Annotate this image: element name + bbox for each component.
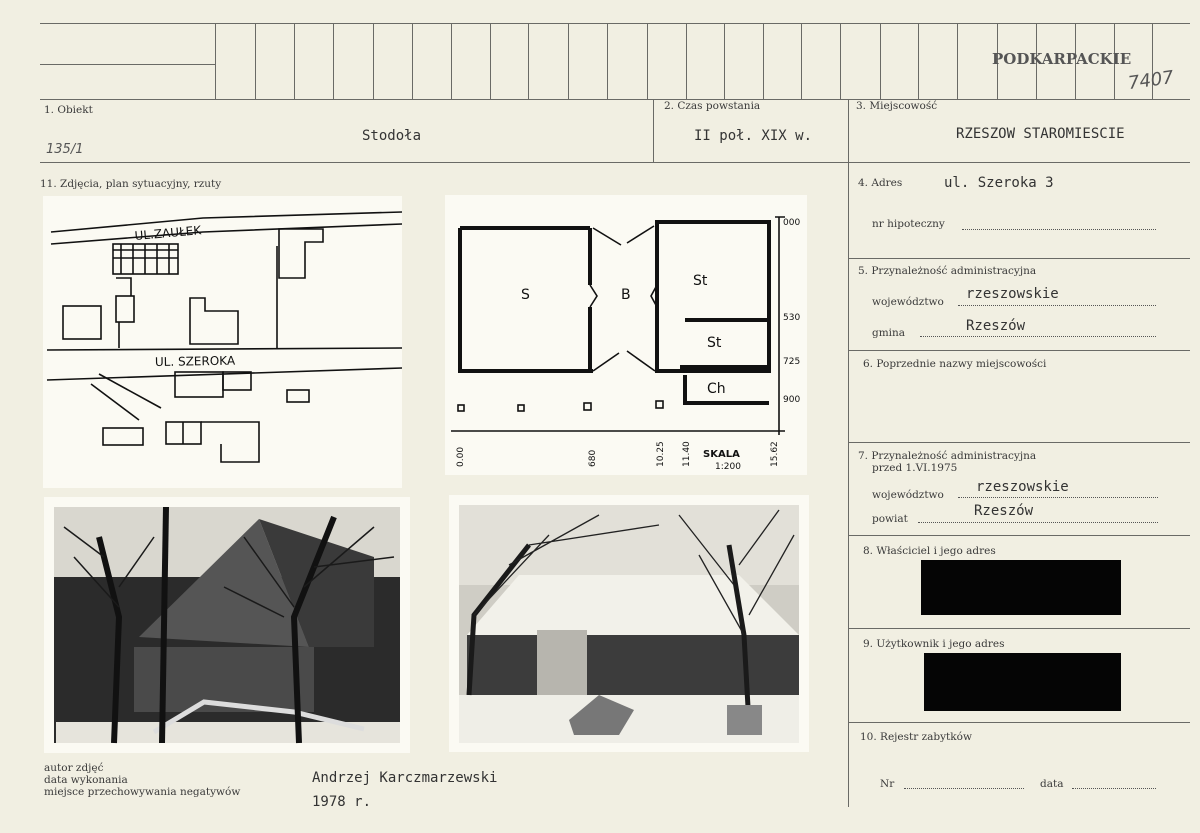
old-voivodeship-label: województwo (872, 489, 944, 501)
owner-redaction (921, 560, 1121, 615)
user-label: 9. Użytkownik i jego adres (863, 638, 1005, 650)
address-value: ul. Szeroka 3 (944, 175, 1054, 191)
locality-label: 3. Miejscowość (856, 100, 938, 112)
photo-year-value: 1978 r. (312, 794, 372, 810)
site-plan-sheet (43, 196, 402, 488)
grid-line (568, 23, 569, 99)
grid-line (848, 628, 1190, 629)
grid-line (957, 23, 958, 99)
district-label: powiat (872, 513, 908, 525)
date-created-value: II poł. XIX w. (694, 128, 813, 144)
date-created-label: 2. Czas powstania (664, 100, 761, 112)
register-date-field (1072, 787, 1156, 789)
grid-line (215, 23, 216, 99)
locality-value: RZESZOW STAROMIESCIE (956, 126, 1125, 142)
grid-line (848, 442, 1190, 443)
street-label-szeroka: UL. SZEROKA (154, 353, 236, 369)
dimension-mark: 680 (588, 449, 598, 467)
district-field (918, 521, 1158, 523)
dimension-mark: 0.00 (456, 446, 466, 467)
room-label: St (693, 273, 708, 289)
user-redaction (924, 653, 1121, 711)
register-nr-field (904, 787, 1024, 789)
grid-line (412, 23, 413, 99)
grid-line (653, 99, 654, 162)
grid-line (490, 23, 491, 99)
grid-line (848, 535, 1190, 536)
grid-line (40, 99, 1190, 100)
register-date-label: data (1040, 778, 1064, 790)
voivodeship-value: rzeszowskie (966, 286, 1059, 302)
grid-line (255, 23, 256, 99)
address-label: 4. Adres (858, 177, 903, 189)
grid-line (333, 23, 334, 99)
dimension-mark: 10.25 (656, 441, 666, 467)
commune-field (920, 335, 1156, 337)
grid-line (724, 23, 725, 99)
grid-line (880, 23, 881, 99)
commune-value: Rzeszów (966, 318, 1026, 334)
grid-line (918, 23, 919, 99)
photo-date-label: data wykonania (44, 774, 128, 786)
negatives-storage-label: miejsce przechowywania negatywów (44, 786, 241, 798)
register-label: 10. Rejestr zabytków (860, 731, 972, 743)
grid-line (373, 23, 374, 99)
scale-label: SKALA (703, 449, 740, 460)
grid-line (294, 23, 295, 99)
register-nr-label: Nr (880, 778, 895, 790)
photo-author-value: Andrzej Karczmarzewski (312, 770, 498, 786)
grid-line (848, 258, 1190, 259)
floor-plan-drawing (445, 195, 807, 475)
admin-before-date: przed 1.VI.1975 (872, 462, 958, 474)
object-value: Stodoła (362, 128, 422, 144)
admin-before-label: 7. Przynależność administracyjna (858, 450, 1037, 462)
street-label-zaulek: UL.ZAUŁEK (134, 223, 202, 243)
photo-author-label: autor zdjęć (44, 762, 104, 774)
photo-2-image (449, 495, 809, 752)
grid-line (40, 23, 1190, 24)
district-value: Rzeszów (974, 503, 1034, 519)
admin-label: 5. Przynależność administracyjna (858, 265, 1037, 277)
grid-line (451, 23, 452, 99)
object-handwritten-ref: 135/1 (46, 142, 84, 157)
grid-line (763, 23, 764, 99)
elevation-mark: 900 (783, 395, 801, 405)
room-label: S (521, 287, 530, 303)
floor-plan-sheet (445, 195, 807, 475)
old-voivodeship-value: rzeszowskie (976, 479, 1069, 495)
dimension-mark: 11.40 (682, 441, 692, 467)
photo-1-frame (44, 497, 410, 753)
grid-line (607, 23, 608, 99)
photos-section-label: 11. Zdjęcia, plan sytuacyjny, rzuty (40, 178, 222, 190)
card-number: 7407 (1126, 66, 1176, 95)
grid-line (40, 64, 215, 65)
grid-line (40, 162, 1190, 163)
province-label: PODKARPACKIE (992, 50, 1132, 68)
grid-line (686, 23, 687, 99)
site-plan-drawing (43, 196, 402, 488)
mortgage-label: nr hipoteczny (872, 218, 945, 230)
grid-line (528, 23, 529, 99)
photo-2-frame (449, 495, 809, 752)
grid-line (647, 23, 648, 99)
previous-names-label: 6. Poprzednie nazwy miejscowości (863, 358, 1047, 370)
object-label: 1. Obiekt (44, 104, 93, 116)
scale-value: 1:200 (715, 462, 741, 472)
grid-line (848, 99, 849, 807)
photo-1-image (44, 497, 410, 753)
grid-line (801, 23, 802, 99)
elevation-mark: 000 (783, 218, 801, 228)
commune-label: gmina (872, 327, 906, 339)
elevation-mark: 725 (783, 357, 801, 367)
owner-label: 8. Właściciel i jego adres (863, 545, 996, 557)
room-label: St (707, 335, 722, 351)
grid-line (848, 722, 1190, 723)
room-label: Ch (707, 381, 726, 397)
elevation-mark: 530 (783, 313, 801, 323)
voivodeship-field (958, 304, 1156, 306)
mortgage-field (962, 228, 1156, 230)
voivodeship-label: województwo (872, 296, 944, 308)
room-label: B (621, 287, 631, 303)
grid-line (848, 350, 1190, 351)
dimension-mark: 15.62 (770, 441, 780, 467)
old-voivodeship-field (958, 496, 1158, 498)
grid-line (840, 23, 841, 99)
